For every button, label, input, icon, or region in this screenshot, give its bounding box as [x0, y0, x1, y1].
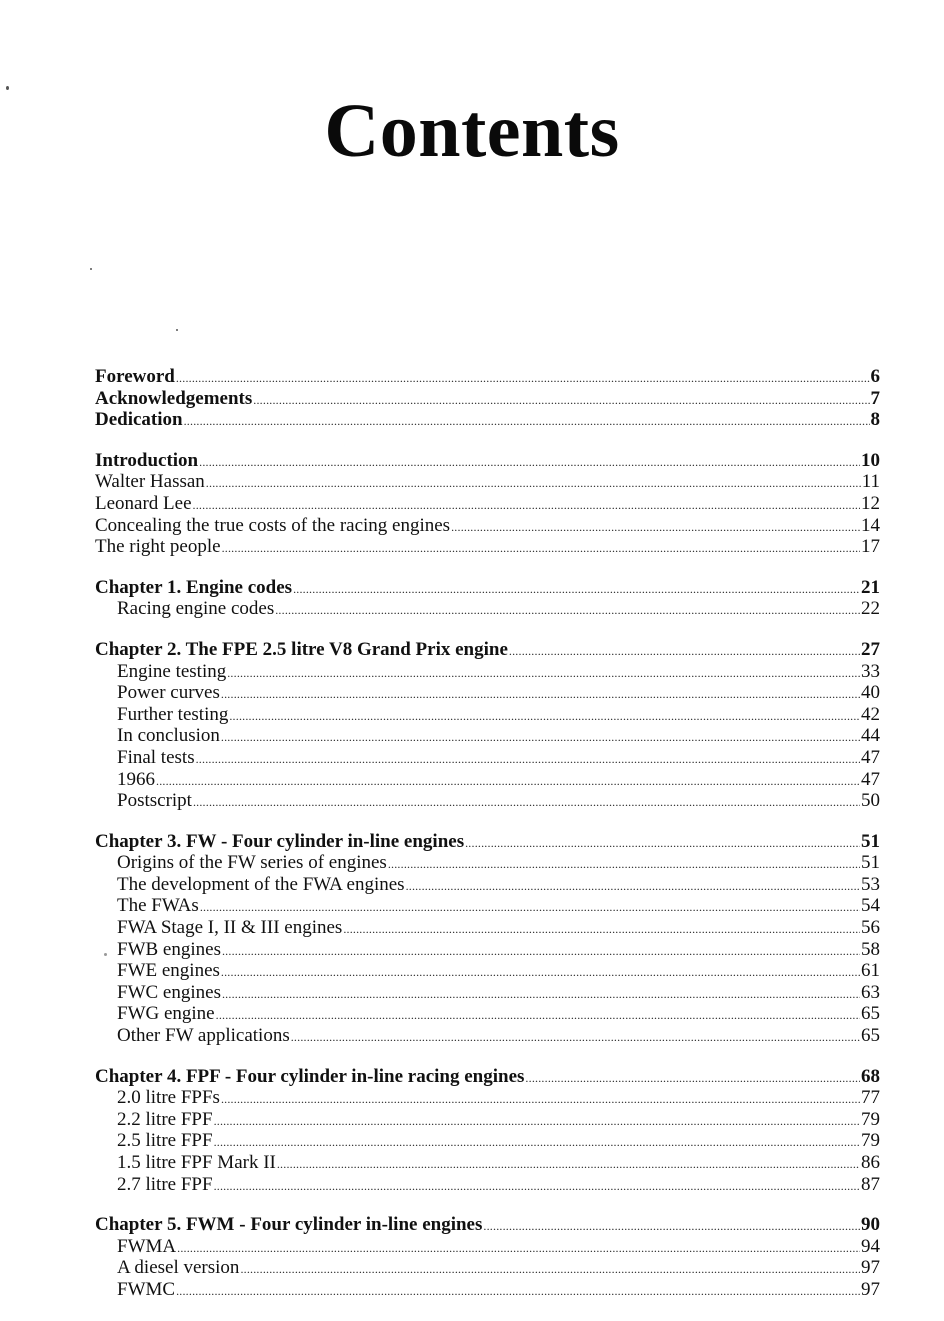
toc-subentry [95, 1175, 880, 1197]
toc-section [95, 451, 880, 559]
toc-entry-page-number: 53 [861, 873, 880, 895]
toc-entry-label: Chapter 4. FPF - Four cylinder in-line racing engines [95, 1065, 525, 1087]
toc-entry-page-number: 68 [861, 1065, 880, 1087]
dot-leader [509, 640, 860, 662]
toc-entry-label: Racing engine codes [117, 598, 275, 620]
dot-leader [214, 1131, 860, 1153]
toc-section [95, 832, 880, 1048]
toc-entry-page-number: 27 [861, 638, 880, 660]
toc-entry-label: FWMA [117, 1235, 177, 1257]
toc-entry-label: Chapter 3. FW - Four cylinder in-line engines [95, 830, 465, 852]
toc-subentry [95, 940, 880, 962]
toc-subentry [95, 1131, 880, 1153]
toc-entry-label: The FWAs [117, 895, 199, 917]
dot-leader [176, 1280, 860, 1302]
dot-leader [227, 662, 860, 684]
toc-entry-label: The right people [95, 536, 221, 558]
dot-leader [222, 983, 860, 1005]
toc-entry-page-number: 97 [861, 1278, 880, 1300]
toc-entry-label: Introduction [95, 449, 199, 471]
toc-entry-page-number: 6 [870, 366, 880, 387]
toc-entry-label: Other FW applications [117, 1025, 290, 1047]
toc-subentry [95, 1280, 880, 1302]
toc-entry [95, 640, 880, 662]
toc-section [95, 1067, 880, 1197]
toc-subentry [95, 1088, 880, 1110]
toc-section [95, 578, 880, 621]
dot-leader [221, 683, 860, 705]
toc-entry [95, 537, 880, 559]
dot-leader [275, 599, 860, 621]
scan-speck [90, 268, 92, 270]
scan-speck [6, 86, 9, 90]
dot-leader [483, 1215, 860, 1237]
dot-leader [451, 516, 860, 538]
toc-entry-label: 2.0 litre FPFs [117, 1087, 220, 1109]
toc-entry-label: 1966 [117, 768, 155, 790]
toc-entry-label: A diesel version [117, 1257, 240, 1279]
toc-subentry [95, 1258, 880, 1280]
toc-entry-page-number: 40 [861, 682, 880, 704]
dot-leader [176, 367, 870, 389]
toc-subentry [95, 896, 880, 918]
toc-entry-page-number: 65 [861, 1025, 880, 1047]
table-of-contents [95, 367, 880, 1321]
toc-entry-page-number: 86 [861, 1152, 880, 1173]
toc-entry-label: FWG engine [117, 1003, 215, 1025]
toc-entry-label: FWE engines [117, 960, 220, 982]
toc-entry-page-number: 42 [861, 703, 880, 725]
toc-subentry [95, 683, 880, 705]
toc-entry-page-number: 17 [861, 536, 880, 558]
dot-leader [222, 537, 860, 559]
toc-entry-page-number: 44 [861, 725, 880, 747]
toc-entry-page-number: 7 [870, 387, 880, 409]
toc-entry-page-number: 58 [861, 938, 880, 960]
dot-leader [200, 896, 860, 918]
toc-entry-label: Leonard Lee [95, 492, 192, 514]
toc-entry [95, 1067, 880, 1089]
toc-subentry [95, 770, 880, 792]
toc-entry [95, 516, 880, 538]
dot-leader [253, 389, 869, 411]
dot-leader [216, 1004, 860, 1026]
toc-entry-label: The development of the FWA engines [117, 873, 405, 895]
page-title: Contents [324, 89, 620, 173]
toc-entry-label: Postscript [117, 790, 192, 812]
toc-entry-label: Engine testing [117, 660, 227, 682]
dot-leader [525, 1067, 860, 1089]
toc-entry-label: Dedication [95, 409, 183, 431]
dot-leader [156, 770, 860, 792]
toc-entry-page-number: 65 [861, 1003, 880, 1025]
dot-leader [388, 853, 860, 875]
toc-entry-page-number: 87 [861, 1173, 880, 1195]
toc-entry-page-number: 97 [861, 1257, 880, 1279]
dot-leader [222, 940, 860, 962]
dot-leader [193, 494, 860, 516]
toc-entry-label: Walter Hassan [95, 471, 205, 493]
toc-entry [95, 1215, 880, 1237]
scan-speck [176, 329, 178, 331]
toc-entry-page-number: 14 [861, 514, 880, 536]
dot-leader [293, 578, 860, 600]
toc-subentry [95, 983, 880, 1005]
toc-entry-label: Further testing [117, 703, 229, 725]
toc-entry-page-number: 63 [861, 981, 880, 1003]
toc-entry-page-number: 79 [861, 1130, 880, 1152]
toc-subentry [95, 662, 880, 684]
toc-entry-page-number: 79 [861, 1108, 880, 1130]
toc-entry [95, 494, 880, 516]
toc-section [95, 1215, 880, 1301]
toc-entry-page-number: 10 [861, 449, 880, 471]
toc-entry-page-number: 47 [861, 746, 880, 768]
toc-entry [95, 451, 880, 473]
toc-entry-page-number: 47 [861, 768, 880, 790]
toc-section [95, 640, 880, 813]
dot-leader [277, 1153, 860, 1175]
toc-section [95, 367, 880, 432]
toc-entry-page-number: 8 [870, 409, 880, 431]
toc-entry-page-number: 90 [861, 1214, 880, 1236]
toc-entry [95, 472, 880, 494]
toc-entry-page-number: 33 [861, 660, 880, 682]
dot-leader [343, 918, 860, 940]
toc-subentry [95, 875, 880, 897]
toc-subentry [95, 599, 880, 621]
toc-entry-label: Chapter 5. FWM - Four cylinder in-line engines [95, 1214, 483, 1236]
toc-entry-page-number: 94 [861, 1235, 880, 1257]
toc-subentry [95, 748, 880, 770]
scan-speck [104, 953, 107, 956]
dot-leader [221, 961, 860, 983]
toc-entry-label: Concealing the true costs of the racing engines [95, 514, 451, 536]
toc-subentry [95, 853, 880, 875]
toc-entry-label: Chapter 2. The FPE 2.5 litre V8 Grand Prix engine [95, 638, 508, 660]
dot-leader [196, 748, 860, 770]
toc-entry-page-number: 54 [861, 895, 880, 917]
dot-leader [193, 791, 860, 813]
toc-entry-page-number: 22 [861, 598, 880, 620]
toc-entry-page-number: 77 [861, 1087, 880, 1109]
toc-entry-label: Final tests [117, 746, 195, 768]
toc-entry-label: 2.7 litre FPF [117, 1173, 213, 1195]
toc-entry-page-number: 21 [861, 576, 880, 598]
toc-entry-page-number: 12 [861, 492, 880, 514]
toc-entry-page-number: 61 [861, 960, 880, 982]
dot-leader [214, 1175, 860, 1197]
toc-entry [95, 367, 880, 389]
dot-leader [221, 726, 860, 748]
toc-entry-label: 1.5 litre FPF Mark II [117, 1152, 276, 1173]
toc-entry [95, 832, 880, 854]
toc-subentry [95, 1237, 880, 1259]
dot-leader [240, 1258, 860, 1280]
toc-entry-page-number: 50 [861, 790, 880, 812]
toc-entry-label: 2.2 litre FPF [117, 1108, 213, 1130]
toc-subentry [95, 1004, 880, 1026]
toc-entry [95, 578, 880, 600]
toc-entry-label: In conclusion [117, 725, 220, 747]
dot-leader [177, 1237, 860, 1259]
toc-subentry [95, 1153, 880, 1175]
dot-leader [221, 1088, 860, 1110]
dot-leader [199, 451, 860, 473]
toc-subentry [95, 961, 880, 983]
toc-entry-label: Acknowledgements [95, 387, 253, 409]
dot-leader [229, 705, 860, 727]
toc-entry-label: Chapter 1. Engine codes [95, 576, 293, 598]
dot-leader [184, 410, 870, 432]
toc-entry-label: FWA Stage I, II & III engines [117, 917, 343, 939]
toc-entry-page-number: 11 [861, 471, 880, 493]
toc-entry-label: FWC engines [117, 981, 221, 1003]
dot-leader [291, 1026, 860, 1048]
toc-entry-label: FWMC [117, 1278, 176, 1300]
toc-entry-label: Power curves [117, 682, 220, 704]
toc-entry [95, 389, 880, 411]
toc-entry-label: FWB engines [117, 938, 221, 960]
dot-leader [465, 832, 860, 854]
dot-leader [214, 1110, 860, 1132]
toc-subentry [95, 791, 880, 813]
toc-entry-page-number: 51 [861, 852, 880, 874]
toc-entry-page-number: 51 [861, 830, 880, 852]
toc-subentry [95, 1026, 880, 1048]
toc-entry-label: Origins of the FW series of engines [117, 852, 387, 874]
toc-entry-label: 2.5 litre FPF [117, 1130, 213, 1152]
toc-subentry [95, 1110, 880, 1132]
dot-leader [206, 472, 861, 494]
toc-entry [95, 410, 880, 432]
toc-subentry [95, 918, 880, 940]
toc-subentry [95, 726, 880, 748]
toc-subentry [95, 705, 880, 727]
toc-entry-page-number: 56 [861, 917, 880, 939]
dot-leader [406, 875, 860, 897]
toc-entry-label: Foreword [95, 366, 175, 387]
